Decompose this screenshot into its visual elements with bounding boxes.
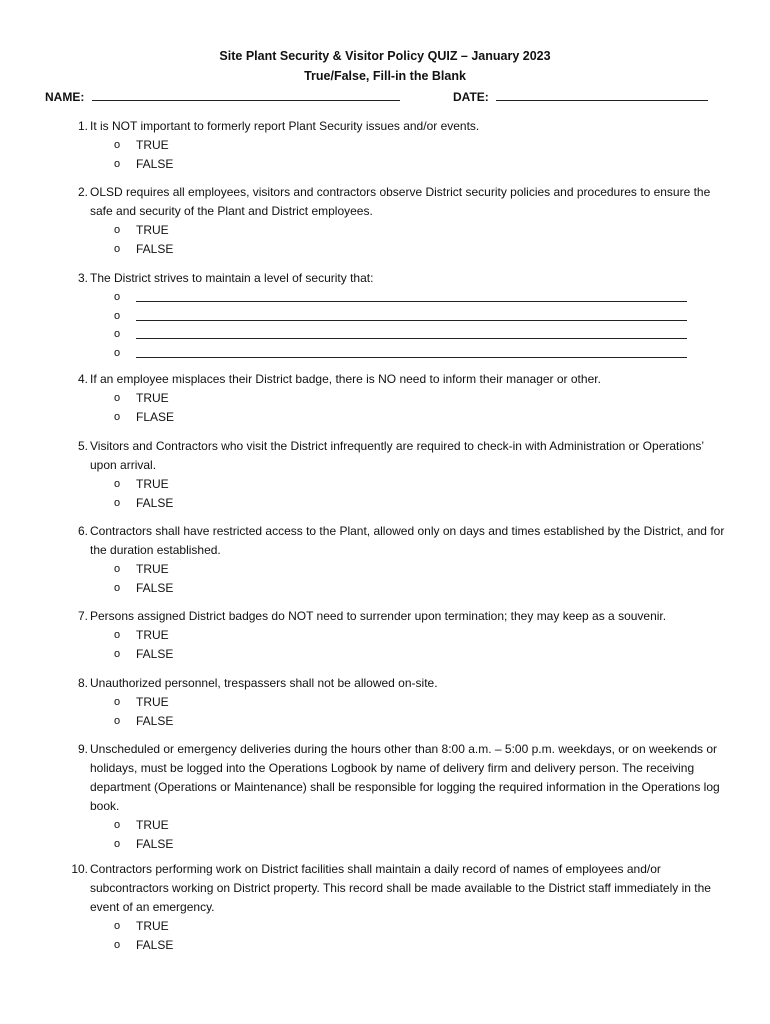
bullet-icon: o bbox=[114, 582, 121, 594]
bullet-icon: o bbox=[114, 696, 121, 708]
option-false[interactable] bbox=[114, 408, 726, 427]
bullet-icon: o bbox=[114, 648, 121, 660]
question-text: The District strives to maintain a level of security that: bbox=[90, 271, 374, 285]
question-number: 10. bbox=[71, 862, 88, 876]
option-label: FALSE bbox=[136, 647, 174, 661]
bullet-icon: o bbox=[114, 309, 121, 322]
name-blank[interactable] bbox=[92, 90, 400, 101]
date-field bbox=[453, 90, 708, 104]
blank-line[interactable] bbox=[136, 320, 687, 321]
bullet-icon: o bbox=[114, 346, 121, 359]
option-label: TRUE bbox=[136, 138, 169, 152]
option-label: FALSE bbox=[136, 581, 174, 595]
option-false[interactable] bbox=[114, 645, 726, 664]
question-text: Persons assigned District badges do NOT need to surrender upon termination; they may keep as a souvenir. bbox=[90, 609, 667, 623]
question-2 bbox=[66, 183, 726, 259]
option-label: TRUE bbox=[136, 562, 169, 576]
option-label: FALSE bbox=[136, 714, 174, 728]
bullet-icon: o bbox=[114, 139, 121, 151]
name-label: NAME: bbox=[45, 90, 85, 104]
question-3 bbox=[66, 269, 726, 362]
option-label: FALSE bbox=[136, 938, 174, 952]
option-label: FALSE bbox=[136, 242, 174, 256]
question-text: If an employee misplaces their District badge, there is NO need to inform their manager or other. bbox=[90, 372, 601, 386]
blank-line[interactable] bbox=[136, 357, 687, 358]
bullet-icon: o bbox=[114, 838, 121, 850]
question-4 bbox=[66, 370, 726, 427]
question-text: It is NOT important to formerly report Plant Security issues and/or events. bbox=[90, 119, 480, 133]
option-false[interactable] bbox=[114, 240, 726, 259]
option-true[interactable] bbox=[114, 136, 726, 155]
question-text: Unscheduled or emergency deliveries during the hours other than 8:00 a.m. – 5:00 p.m. weekdays, or on weekends or holidays, must be logged into the Operations Logbook by name of delivery firm and delivery person. The receiving department (Operations or Maintenance) shall be responsible for logging the required information in the Operations log book. bbox=[90, 742, 720, 813]
bullet-icon: o bbox=[114, 497, 121, 509]
bullet-icon: o bbox=[114, 392, 121, 404]
bullet-icon: o bbox=[114, 158, 121, 170]
option-false[interactable] bbox=[114, 936, 726, 955]
question-8 bbox=[66, 674, 726, 731]
quiz-subtitle: True/False, Fill-in the Blank bbox=[304, 69, 466, 83]
question-6 bbox=[66, 522, 726, 598]
option-true[interactable] bbox=[114, 475, 726, 494]
option-true[interactable] bbox=[114, 221, 726, 240]
option-true[interactable] bbox=[114, 816, 726, 835]
question-number: 8. bbox=[77, 676, 88, 690]
bullet-icon: o bbox=[114, 629, 121, 641]
question-10 bbox=[66, 860, 726, 955]
question-number: 5. bbox=[77, 439, 88, 453]
bullet-icon: o bbox=[114, 243, 121, 255]
blank-line[interactable] bbox=[136, 301, 687, 302]
date-blank[interactable] bbox=[496, 90, 708, 101]
option-label: TRUE bbox=[136, 818, 169, 832]
bullet-icon: o bbox=[114, 224, 121, 236]
question-text: OLSD requires all employees, visitors and contractors observe District security policies and procedures to ensure the safe and security of the Plant and District employees. bbox=[90, 185, 711, 218]
fill-in-blank-3[interactable] bbox=[114, 325, 726, 344]
blank-line[interactable] bbox=[136, 338, 687, 339]
question-number: 7. bbox=[77, 609, 88, 623]
name-date-row bbox=[45, 90, 725, 104]
option-true[interactable] bbox=[114, 917, 726, 936]
question-number: 6. bbox=[77, 524, 88, 538]
option-false[interactable] bbox=[114, 712, 726, 731]
option-false[interactable] bbox=[114, 155, 726, 174]
bullet-icon: o bbox=[114, 291, 121, 303]
bullet-icon: o bbox=[114, 819, 121, 831]
question-number: 4. bbox=[77, 372, 88, 386]
bullet-icon: o bbox=[114, 715, 121, 727]
option-true[interactable] bbox=[114, 626, 726, 645]
option-label: TRUE bbox=[136, 477, 169, 491]
question-1 bbox=[66, 117, 726, 174]
bullet-icon: o bbox=[114, 411, 121, 423]
question-number: 2. bbox=[77, 185, 88, 199]
option-label: TRUE bbox=[136, 223, 169, 237]
bullet-icon: o bbox=[114, 328, 121, 340]
option-true[interactable] bbox=[114, 693, 726, 712]
option-false[interactable] bbox=[114, 835, 726, 854]
option-true[interactable] bbox=[114, 389, 726, 408]
bullet-icon: o bbox=[114, 563, 121, 575]
option-true[interactable] bbox=[114, 560, 726, 579]
option-false[interactable] bbox=[114, 579, 726, 598]
option-label: TRUE bbox=[136, 695, 169, 709]
option-label: FALSE bbox=[136, 157, 174, 171]
option-label: TRUE bbox=[136, 919, 169, 933]
fill-in-blank-2[interactable] bbox=[114, 307, 726, 326]
question-text: Contractors shall have restricted access to the Plant, allowed only on days and times established by the District, and for the duration established. bbox=[90, 524, 725, 557]
question-7 bbox=[66, 607, 726, 664]
bullet-icon: o bbox=[114, 939, 121, 951]
question-text: Contractors performing work on District facilities shall maintain a daily record of names of employees and/or subcontractors working on District property. This record shall be made available to the District staff immediately in the event of an emergency. bbox=[90, 862, 711, 914]
question-9 bbox=[66, 740, 726, 854]
date-label: DATE: bbox=[453, 90, 489, 104]
question-number: 1. bbox=[77, 119, 88, 133]
option-label: TRUE bbox=[136, 391, 169, 405]
question-5 bbox=[66, 437, 726, 513]
bullet-icon: o bbox=[114, 920, 121, 932]
option-label: FLASE bbox=[136, 410, 175, 424]
option-label: TRUE bbox=[136, 628, 169, 642]
option-false[interactable] bbox=[114, 494, 726, 513]
option-label: FALSE bbox=[136, 837, 174, 851]
question-text: Unauthorized personnel, trespassers shall not be allowed on-site. bbox=[90, 676, 438, 690]
question-number: 9. bbox=[77, 742, 88, 756]
quiz-title: Site Plant Security & Visitor Policy QUIZ – January 2023 bbox=[219, 49, 551, 63]
question-number: 3. bbox=[77, 271, 88, 285]
bullet-icon: o bbox=[114, 478, 121, 490]
fill-in-blank-4[interactable] bbox=[114, 344, 726, 363]
fill-in-blank-1[interactable] bbox=[114, 288, 726, 307]
option-label: FALSE bbox=[136, 496, 174, 510]
question-text: Visitors and Contractors who visit the District infrequently are required to check-in with Administration or Operations’ upon arrival. bbox=[90, 439, 704, 472]
